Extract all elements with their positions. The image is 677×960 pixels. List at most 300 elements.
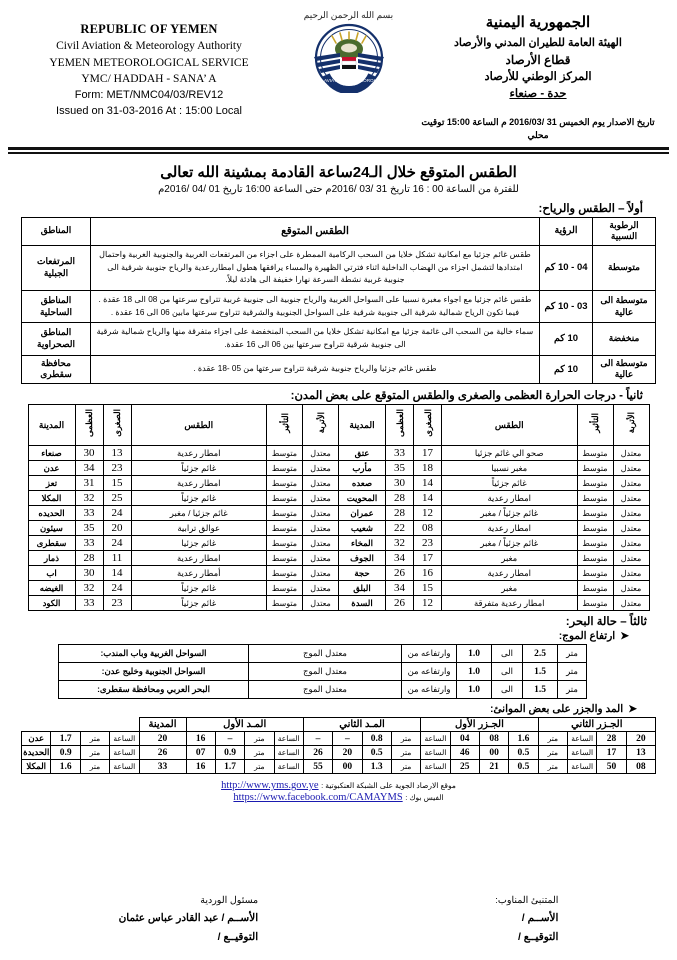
supervisor-title: مسئول الوردية <box>200 894 259 906</box>
facebook-line <box>0 792 677 803</box>
cell-humidity: معتدل <box>613 581 649 596</box>
cell-sea-state: معتدل الموج <box>249 681 402 699</box>
cell-tide2-mm: 20 <box>333 746 362 760</box>
cell-weather: غائم جزئيا <box>131 536 267 551</box>
cell-city: الحديده <box>28 506 75 521</box>
cell-unit: متر <box>558 645 587 663</box>
cell-weather: غائم جزئياً <box>131 581 267 596</box>
cell-visibility: متوسط <box>577 476 613 491</box>
cell-city: المحويت <box>339 491 386 506</box>
cell-meter-label: متر <box>245 760 274 774</box>
supervisor-sign-label: التوقيــع / <box>217 930 259 943</box>
cell-ebb2-height: 0.5 <box>509 746 538 760</box>
cell-weather: امطار رعدية <box>442 521 578 536</box>
cell-weather: امطار رعدية <box>131 476 267 491</box>
cell-hour-label: الساعة <box>567 760 596 774</box>
cell-unit: متر <box>558 681 587 699</box>
cell-hour-label: الساعة <box>421 746 450 760</box>
cell-weather: غائم جزئياً / مغبر <box>442 506 578 521</box>
cell-visibility: متوسط <box>577 581 613 596</box>
center-title-ar: المركز الوطني للأرصاد <box>484 71 592 83</box>
document-header <box>0 0 677 143</box>
cell-min-temp: 17 <box>414 551 442 566</box>
cell-humidity: منخفضة <box>593 323 656 355</box>
cell-weather-desc: سماء خالية من السحب الى غائمة جزئيا مع امكانية تشكل خلايا من السحب المنخفضة على اجزاء متفرقة منها والرياح شمالية شرقية الى جنوبية شرقية تتراوح سرعتها بين 06 الى 16 عقدة. <box>91 323 540 355</box>
cell-wave-max: 1.5 <box>523 663 558 681</box>
cell-city: مأرب <box>339 461 386 476</box>
col-city: المدينة <box>139 718 186 732</box>
bullet-icon: ➤ <box>620 630 629 643</box>
cell-ebb2-height: 1.6 <box>509 732 538 746</box>
cell-ebb1-mm: 00 <box>479 746 508 760</box>
cell-region: محافظة سقطرى <box>22 355 91 383</box>
cell-weather: أمطار رعدية <box>131 566 267 581</box>
website-link[interactable]: http://www.yms.gov.ye <box>221 780 319 792</box>
cell-weather: امطار رعدية <box>131 446 267 461</box>
cell-humidity: معتدل <box>303 446 339 461</box>
cell-tide2-height: 0.9 <box>215 746 244 760</box>
table-row <box>22 323 656 355</box>
cell-hour-label: الساعة <box>110 732 139 746</box>
cell-weather: عوالق ترابية <box>131 521 267 536</box>
col-max-right: العظمى <box>75 405 103 446</box>
facebook-label: الفيس بوك : <box>405 793 444 803</box>
header-divider <box>8 147 669 154</box>
cell-max-temp: 33 <box>386 446 414 461</box>
basmala-calligraphy: بسم الله الرحمن الرحيم <box>303 10 394 20</box>
cell-wave-min: 1.0 <box>457 645 492 663</box>
cell-max-temp: 34 <box>386 581 414 596</box>
cell-max-temp: 30 <box>75 566 103 581</box>
cell-city: تعز <box>28 476 75 491</box>
tides-subheading: ➤المد والجزر على بعض الموانئ: <box>489 703 637 716</box>
cell-max-temp: 32 <box>386 536 414 551</box>
table-row <box>28 536 649 551</box>
cell-wave-min: 1.0 <box>457 681 492 699</box>
cell-min-temp: 13 <box>103 446 131 461</box>
authority-title-ar: الهيئة العامة للطيران المدني والأرصاد <box>454 36 622 49</box>
cell-ebb2-hh: 17 <box>597 746 626 760</box>
wave-height-subheading: ➤ارتفاع الموج: <box>558 630 629 643</box>
cell-unit: متر <box>558 663 587 681</box>
cell-weather: صحو الي غائم جزئيا <box>442 446 578 461</box>
cell-max-temp: 33 <box>75 506 103 521</box>
cell-wave-max: 1.5 <box>523 681 558 699</box>
cell-min-temp: 14 <box>414 491 442 506</box>
cell-visibility: متوسط <box>577 536 613 551</box>
cell-humidity: معتدل <box>613 536 649 551</box>
cell-to-label: الى <box>492 645 523 663</box>
cell-tide1-hh: 26 <box>139 746 186 760</box>
cell-tide2-hh: 26 <box>303 746 332 760</box>
table-row <box>28 446 649 461</box>
group-tide2: المـد الثاني <box>303 718 420 732</box>
table-row <box>59 645 587 663</box>
table-row <box>22 290 656 322</box>
table-row <box>59 663 587 681</box>
col-humidity-left: الأتربة <box>613 405 649 446</box>
cell-max-temp: 28 <box>386 506 414 521</box>
signature-block <box>0 893 677 946</box>
cell-tide1-hh: 20 <box>139 732 186 746</box>
cell-tide1-height: 1.7 <box>51 732 80 746</box>
cell-min-temp: 17 <box>414 446 442 461</box>
cell-tide2-hh: 55 <box>303 760 332 774</box>
cell-min-temp: 20 <box>103 521 131 536</box>
table-row <box>22 746 656 760</box>
cell-visibility: 10 كم <box>540 323 593 355</box>
cell-min-temp: 23 <box>414 536 442 551</box>
cell-wave-max: 2.5 <box>523 645 558 663</box>
cell-tide2-height: – <box>215 732 244 746</box>
cell-meter-label: متر <box>245 746 274 760</box>
cell-ebb2-mm: 20 <box>626 732 655 746</box>
group-ebb1: الجـزر الأول <box>421 718 538 732</box>
cell-humidity: معتدل <box>303 521 339 536</box>
weather-wind-table <box>21 217 656 385</box>
cell-ebb1-mm: 21 <box>479 760 508 774</box>
col-visibility-right: التأثير <box>267 405 303 446</box>
cell-city: الجوف <box>339 551 386 566</box>
cell-visibility: متوسط <box>267 476 303 491</box>
cell-city: الكود <box>28 596 75 611</box>
header-emblem-block <box>289 8 409 93</box>
cell-max-temp: 32 <box>75 491 103 506</box>
issued-english: Issued on 31-03-2016 At : 15:00 Local <box>56 105 242 118</box>
header-english-block <box>14 8 284 120</box>
cell-visibility: متوسط <box>267 596 303 611</box>
authority-emblem-icon <box>306 23 392 93</box>
cell-max-temp: 35 <box>386 461 414 476</box>
cell-min-temp: 14 <box>103 566 131 581</box>
republic-title: REPUBLIC OF YEMEN <box>80 22 218 36</box>
footer-links <box>0 780 677 803</box>
cell-tide1-mm: 16 <box>186 760 215 774</box>
cell-hour-label: الساعة <box>567 732 596 746</box>
cell-min-temp: 11 <box>103 551 131 566</box>
cell-humidity: معتدل <box>613 476 649 491</box>
cell-max-temp: 30 <box>75 446 103 461</box>
cell-wave-min: 1.0 <box>457 663 492 681</box>
cell-min-temp: 16 <box>414 566 442 581</box>
cell-humidity: معتدل <box>303 551 339 566</box>
col-humidity: الرطوبة النسبية <box>593 217 656 245</box>
table-row <box>28 566 649 581</box>
cell-weather: امطار رعدية متفرقة <box>442 596 578 611</box>
cell-port-city: المكلا <box>22 760 51 774</box>
cell-hour-label: الساعة <box>421 732 450 746</box>
group-tide1: المـد الأول <box>186 718 303 732</box>
cell-region: المناطق الساحلية <box>22 290 91 322</box>
cell-hour-label: الساعة <box>421 760 450 774</box>
cell-max-temp: 34 <box>386 551 414 566</box>
cell-to-label: الى <box>492 663 523 681</box>
cell-ebb2-hh: 28 <box>597 732 626 746</box>
cell-min-temp: 18 <box>414 461 442 476</box>
table-group-header-row <box>22 718 656 732</box>
cell-meter-label: متر <box>391 746 420 760</box>
table-row <box>28 596 649 611</box>
bullet-icon: ➤ <box>628 703 637 716</box>
issued-arabic: تاريخ الاصدار يوم الخميس 31 /2016/03 م الساعة 15:00 توقيت محلي <box>421 116 655 140</box>
cell-max-temp: 33 <box>75 596 103 611</box>
svg-text:CIVIL AVIATION & METEOROLOGY: CIVIL AVIATION & METEOROLOGY <box>311 78 386 83</box>
cell-visibility: متوسط <box>267 461 303 476</box>
section-heading-temperatures: ثانياً - درجات الحرارة العظمى والصغرى والطقس المتوقع على بعض المدن: <box>290 390 643 403</box>
office-location: YMC/ HADDAH - SANA’ A <box>81 73 217 86</box>
cell-max-temp: 32 <box>75 581 103 596</box>
cell-min-temp: 15 <box>414 581 442 596</box>
section-heading-weather-wind: أولاً – الطقس والرياح: <box>538 202 643 215</box>
website-line <box>0 780 677 791</box>
cell-tide2-mm: – <box>333 732 362 746</box>
table-row <box>28 506 649 521</box>
table-row <box>59 681 587 699</box>
cell-min-temp: 12 <box>414 596 442 611</box>
cell-meter-label: متر <box>80 746 109 760</box>
cell-weather: غائم جزئيا / مغبر <box>131 506 267 521</box>
cell-max-temp: 28 <box>386 491 414 506</box>
cell-humidity: معتدل <box>303 566 339 581</box>
col-region: المناطق <box>22 217 91 245</box>
cell-city: ذمار <box>28 551 75 566</box>
cell-meter-label: متر <box>80 732 109 746</box>
cell-ebb1-mm: 08 <box>479 732 508 746</box>
cell-min-temp: 14 <box>414 476 442 491</box>
cell-weather-desc: طقس غائم جزئيا والرياح جنوبية شرقية تتراوح سرعتها من 05 -18 عقدة . <box>91 355 540 383</box>
cell-city: المخاء <box>339 536 386 551</box>
cell-visibility: متوسط <box>577 566 613 581</box>
cell-ebb1-hh: 04 <box>450 732 479 746</box>
signature-forecaster <box>495 893 558 946</box>
facebook-link[interactable]: https://www.facebook.com/CAMAYMS <box>233 792 403 804</box>
cell-min-temp: 12 <box>414 506 442 521</box>
table-row <box>22 355 656 383</box>
cell-visibility: متوسط <box>267 506 303 521</box>
form-code: Form: MET/NMC04/03/REV12 <box>74 89 224 102</box>
cell-city: سيئون <box>28 521 75 536</box>
forecaster-title: المتنبئ المناوب: <box>495 894 559 906</box>
header-arabic-block <box>413 8 663 143</box>
cell-city: عدن <box>28 461 75 476</box>
cell-meter-label: متر <box>538 732 567 746</box>
cell-humidity: معتدل <box>303 461 339 476</box>
office-location-ar: حدة - صنعاء <box>509 88 567 101</box>
cell-ebb1-hh: 25 <box>450 760 479 774</box>
cell-max-temp: 33 <box>75 536 103 551</box>
table-header-row <box>28 405 649 446</box>
forecaster-name-label: الأســم / <box>521 912 559 925</box>
cell-humidity: معتدل <box>303 536 339 551</box>
cell-weather: غائم جزئياً <box>131 491 267 506</box>
cell-humidity: معتدل <box>613 596 649 611</box>
cell-visibility: متوسط <box>577 521 613 536</box>
cell-weather: مغبر <box>442 581 578 596</box>
cell-sea-state: معتدل الموج <box>249 663 402 681</box>
cell-coast-name: السواحل الجنوبية وخليج عدن: <box>59 663 249 681</box>
cell-weather-desc: طقس غائم جزئيا مع اجواء مغبرة نسبيا على السواحل الغربية والرياح جنوبية الى جنوبية غربية تتراوح سرعتها من 08 الى 18 عقدة . فيما تكون الرياح شمالية شرقية الى جنوبية شرقية على السواحل الجنوبية والشرقية تتراوح سرعتها مابين 06 الى 16 عقدة . <box>91 290 540 322</box>
table-row <box>28 476 649 491</box>
cell-tide1-mm: 07 <box>186 746 215 760</box>
forecaster-sign-label: التوقيــع / <box>517 930 559 943</box>
cell-weather: مغبر نسبيا <box>442 461 578 476</box>
cell-city: سقطرى <box>28 536 75 551</box>
cell-ebb1-height: 0.5 <box>362 746 391 760</box>
cell-max-temp: 26 <box>386 596 414 611</box>
cell-meter-label: متر <box>538 760 567 774</box>
cell-max-temp: 34 <box>75 461 103 476</box>
cell-min-temp: 25 <box>103 491 131 506</box>
cell-hour-label: الساعة <box>110 746 139 760</box>
cell-tide1-height: 0.9 <box>51 746 80 760</box>
cell-visibility: متوسط <box>267 581 303 596</box>
tide-table <box>21 717 656 774</box>
cell-min-temp: 24 <box>103 581 131 596</box>
cell-visibility: متوسط <box>577 506 613 521</box>
cell-humidity: معتدل <box>303 581 339 596</box>
cell-tide2-height: 1.7 <box>215 760 244 774</box>
cell-meter-label: متر <box>391 760 420 774</box>
cell-region: المناطق الصحراوية <box>22 323 91 355</box>
supervisor-name-value: عبد القادر عباس عثمان <box>118 912 219 925</box>
col-expected-weather: الطقس المتوقع <box>91 217 540 245</box>
cell-city: اب <box>28 566 75 581</box>
cell-weather: امطار رعدية <box>442 491 578 506</box>
wave-height-table <box>58 644 587 699</box>
cell-max-temp: 22 <box>386 521 414 536</box>
table-header-row <box>22 217 656 245</box>
cell-humidity: معتدل <box>613 461 649 476</box>
cell-max-temp: 28 <box>75 551 103 566</box>
cell-visibility: 04 - 10 كم <box>540 245 593 290</box>
cell-weather: غائم جزئياً <box>442 476 578 491</box>
cell-port-city: عدن <box>22 732 51 746</box>
cell-humidity: معتدل <box>303 476 339 491</box>
cell-weather: مغبر <box>442 551 578 566</box>
cell-ebb1-height: 1.3 <box>362 760 391 774</box>
signature-shift-supervisor <box>119 893 259 946</box>
cell-visibility: متوسط <box>267 446 303 461</box>
supervisor-name: الأســم / عبد القادر عباس عثمان <box>118 912 259 925</box>
cell-height-label: وارتفاعه من <box>402 681 457 699</box>
cell-tide2-hh: – <box>303 732 332 746</box>
cell-tide1-mm: 16 <box>186 732 215 746</box>
cell-humidity: معتدل <box>303 506 339 521</box>
cell-humidity: معتدل <box>303 596 339 611</box>
cell-humidity: متوسطة الى عالية <box>593 290 656 322</box>
cell-humidity: معتدل <box>303 491 339 506</box>
cell-ebb2-height: 0.5 <box>509 760 538 774</box>
col-humidity-right: الأتربة <box>303 405 339 446</box>
table-row <box>28 581 649 596</box>
cell-visibility: متوسط <box>267 551 303 566</box>
cell-visibility: متوسط <box>577 491 613 506</box>
cell-min-temp: 24 <box>103 506 131 521</box>
cell-city: المكلا <box>28 491 75 506</box>
cell-city: البلق <box>339 581 386 596</box>
table-row <box>22 732 656 746</box>
cell-weather: امطار رعدية <box>131 551 267 566</box>
cell-ebb2-hh: 50 <box>597 760 626 774</box>
cell-min-temp: 23 <box>103 461 131 476</box>
cell-ebb2-mm: 08 <box>626 760 655 774</box>
cell-region: المرتفعات الجبلية <box>22 245 91 290</box>
cell-humidity: معتدل <box>613 506 649 521</box>
city-temperature-table <box>28 404 650 611</box>
cell-height-label: وارتفاعه من <box>402 645 457 663</box>
cell-humidity: معتدل <box>613 491 649 506</box>
cell-hour-label: الساعة <box>274 732 303 746</box>
cell-min-temp: 08 <box>414 521 442 536</box>
col-visibility-left: التأثير <box>577 405 613 446</box>
cell-max-temp: 30 <box>386 476 414 491</box>
cell-sea-state: معتدل الموج <box>249 645 402 663</box>
cell-city: الغيضه <box>28 581 75 596</box>
cell-max-temp: 35 <box>75 521 103 536</box>
cell-hour-label: الساعة <box>274 760 303 774</box>
col-weather-right: الطقس <box>131 405 267 446</box>
cell-coast-name: البحر العربي ومحافظة سقطرى: <box>59 681 249 699</box>
cell-ebb1-hh: 46 <box>450 746 479 760</box>
cell-weather: امطار رعدية <box>442 566 578 581</box>
sector-title-ar: قطاع الأرصاد <box>505 53 571 67</box>
cell-ebb1-height: 0.8 <box>362 732 391 746</box>
cell-humidity: معتدل <box>613 551 649 566</box>
cell-port-city: الحديدة <box>22 746 51 760</box>
cell-hour-label: الساعة <box>110 760 139 774</box>
service-title: YEMEN METEOROLOGICAL SERVICE <box>49 56 249 69</box>
cell-visibility: متوسط <box>577 446 613 461</box>
cell-max-temp: 31 <box>75 476 103 491</box>
table-row <box>22 760 656 774</box>
cell-city: عمران <box>339 506 386 521</box>
col-city-right: المدينة <box>28 405 75 446</box>
table-row <box>22 245 656 290</box>
cell-city: عتق <box>339 446 386 461</box>
cell-visibility: متوسط <box>577 596 613 611</box>
page-title: الطقس المتوقع خلال الـ24ساعة القادمة بمشينة الله تعالى <box>160 163 517 181</box>
cell-weather: غائم جزئياً / مغبر <box>442 536 578 551</box>
cell-min-temp: 15 <box>103 476 131 491</box>
cell-min-temp: 23 <box>103 596 131 611</box>
cell-visibility: متوسط <box>267 536 303 551</box>
col-weather-left: الطقس <box>442 405 578 446</box>
cell-city: صنعاء <box>28 446 75 461</box>
col-min-left: الصغرى <box>414 405 442 446</box>
cell-visibility: متوسط <box>267 521 303 536</box>
cell-coast-name: السواحل الغربية وباب المندب: <box>59 645 249 663</box>
validity-period: للفترة من الساعة 00 : 16 تاريخ 31 /03 /2016م حتى الساعة 16:00 تاريخ 01 /04 /2016م <box>158 183 519 195</box>
col-max-left: العظمى <box>386 405 414 446</box>
cell-tide1-hh: 33 <box>139 760 186 774</box>
cell-tide1-height: 1.6 <box>51 760 80 774</box>
republic-title-ar: الجمهورية اليمنية <box>485 14 591 31</box>
cell-humidity: معتدل <box>613 446 649 461</box>
cell-city: صعده <box>339 476 386 491</box>
cell-city: السدة <box>339 596 386 611</box>
cell-weather-desc: طقس غائم جزئيا مع امكانية تشكل خلايا من السحب الركامية الممطرة على اجزاء من المرتفعات الغربية والجنوبية الغربية واحتمال امتدادها لتشمل اجزاء من الهضاب الداخلية اثناء فترتي الظهيرة والمساء يرافقها هطول امطاررعدية والرياح جنوبية شرقية الى جنوبية غربية نشطة السرعة نهارا خفيفة الى هادئة ليلاً. <box>91 245 540 290</box>
cell-hour-label: الساعة <box>567 746 596 760</box>
col-visibility: الرؤية <box>540 217 593 245</box>
cell-weather: غائم جزئياً <box>131 461 267 476</box>
cell-city: شعيب <box>339 521 386 536</box>
cell-visibility: 10 كم <box>540 355 593 383</box>
section-heading-sea-state: ثالثاً – حالة البحر: <box>565 616 647 629</box>
cell-height-label: وارتفاعه من <box>402 663 457 681</box>
authority-title: Civil Aviation & Meteorology Authority <box>56 40 242 53</box>
group-ebb2: الجـزر الثاني <box>538 718 655 732</box>
cell-visibility: متوسط <box>267 566 303 581</box>
